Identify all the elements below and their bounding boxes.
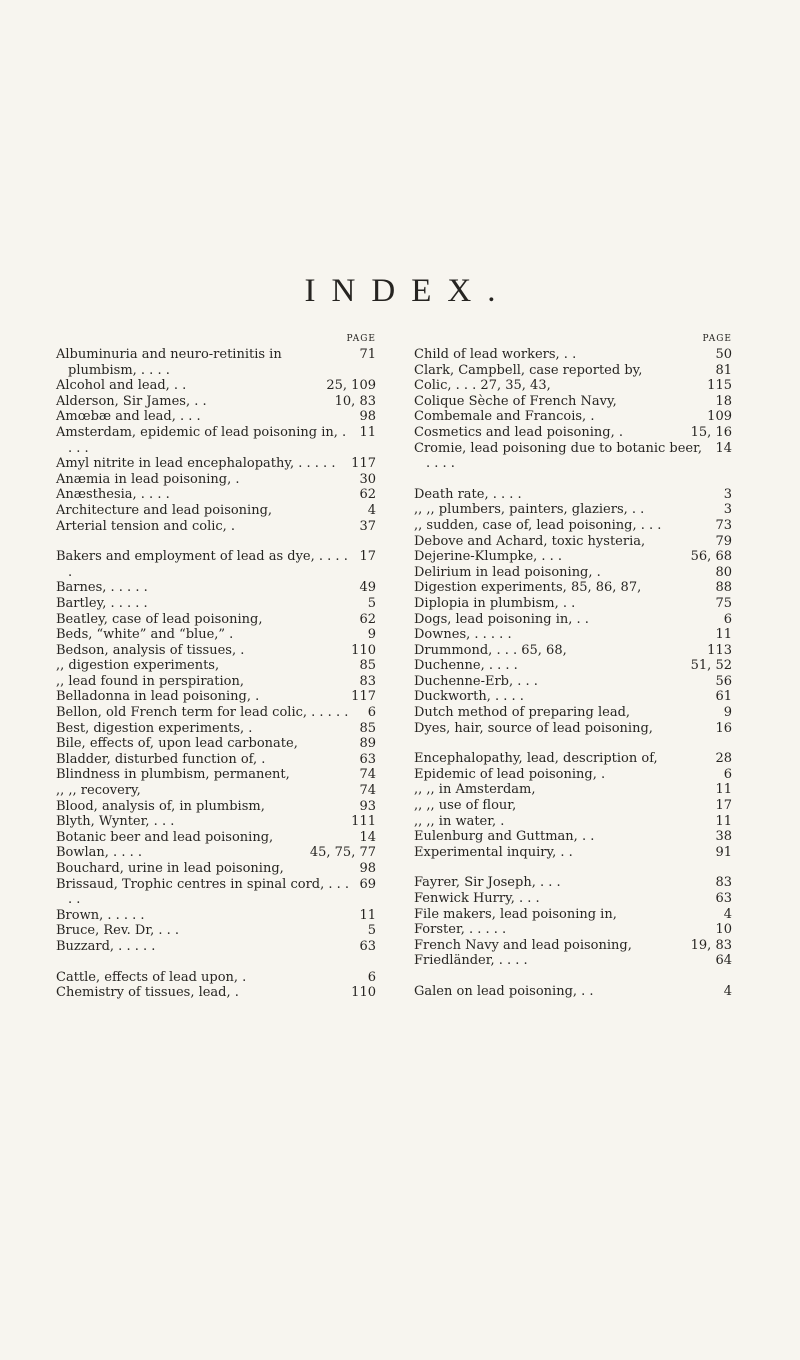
entry-page-number: 83 <box>715 875 732 891</box>
entry-page-number: 111 <box>351 814 376 830</box>
entry-page-number: 14 <box>359 829 376 845</box>
entry-term: Fenwick Hurry, . . . <box>414 891 540 906</box>
entry-page-number: 71 <box>359 347 376 362</box>
entry-page-number: 79 <box>715 533 732 549</box>
entry-page-number: 3 <box>723 486 732 502</box>
left-entry-groups <box>56 347 376 1001</box>
index-entry <box>56 596 376 612</box>
entry-page-number: 25, 109 <box>326 378 376 394</box>
entry-page-number: 6 <box>723 611 732 627</box>
entry-term: Epidemic of lead poisoning, . <box>414 766 606 782</box>
index-entry <box>414 658 732 674</box>
entry-term: Botanic beer and lead poisoning, <box>56 829 274 845</box>
index-entry <box>414 347 732 363</box>
entry-term: Fayrer, Sir Joseph, . . . <box>414 875 561 891</box>
entry-term: Dogs, lead poisoning in, . . <box>414 611 589 627</box>
entry-page-number: 89 <box>359 736 376 752</box>
entry-page-number: 64 <box>715 953 732 969</box>
index-entry <box>56 814 376 830</box>
entry-page-number: 91 <box>715 844 732 860</box>
entry-term: ,, sudden, case of, lead poisoning, . . . <box>414 517 662 533</box>
index-entry <box>56 456 376 472</box>
entry-term: Duckworth, . . . . <box>414 689 524 705</box>
index-entry <box>56 409 376 425</box>
entry-term: Drummond, . . . 65, 68, <box>414 642 567 658</box>
entry-page-number: 51, 52 <box>690 658 732 674</box>
entry-term: Eulenburg and Guttman, . . <box>414 829 595 845</box>
index-letter-group <box>414 487 732 737</box>
entry-term: Bedson, analysis of tissues, . <box>56 642 245 658</box>
index-entry <box>414 534 732 550</box>
index-entry <box>56 861 376 877</box>
page-title: INDEX. <box>304 273 512 309</box>
entry-term: Beds, “white” and “blue,” . <box>56 627 234 643</box>
index-letter-group <box>56 549 376 954</box>
page-column-header: PAGE <box>702 334 732 344</box>
index-column-left <box>56 333 376 1016</box>
entry-term: ,, ,, plumbers, painters, glaziers, . . <box>414 502 645 518</box>
entry-page-number: 15, 16 <box>690 424 732 440</box>
index-entry <box>56 985 376 1001</box>
index-entry <box>56 705 376 721</box>
entry-page-number: 3 <box>723 502 732 518</box>
index-letter-group <box>56 970 376 1001</box>
entry-term: Digestion experiments, 85, 86, 87, <box>414 580 642 596</box>
index-entry <box>414 689 732 705</box>
index-entry <box>414 487 732 503</box>
index-entry <box>56 549 376 580</box>
entry-page-number: 74 <box>359 783 376 799</box>
entry-page-number: 11 <box>359 907 376 923</box>
entry-term: Beatley, case of lead poisoning, <box>56 611 263 627</box>
index-entry <box>414 518 732 534</box>
entry-page-number: 62 <box>359 611 376 627</box>
entry-page-number: 113 <box>707 642 732 658</box>
index-entry <box>56 752 376 768</box>
index-letter-group <box>56 347 376 534</box>
entry-term: Bellon, old French term for lead colic, . . . . . <box>56 705 349 721</box>
entry-term: Dyes, hair, source of lead poisoning, <box>414 720 653 736</box>
index-entry <box>414 612 732 628</box>
index-entry <box>56 830 376 846</box>
index-entry <box>414 596 732 612</box>
entry-term: Amœbæ and lead, . . . <box>56 409 201 425</box>
entry-term: ,, ,, in Amsterdam, <box>414 782 536 798</box>
index-entry <box>414 441 732 472</box>
index-column-right <box>414 333 732 1015</box>
entry-page-number: 17 <box>715 798 732 814</box>
entry-page-number: 37 <box>359 518 376 534</box>
index-entry <box>414 674 732 690</box>
index-entry <box>56 783 376 799</box>
index-entry <box>56 674 376 690</box>
entry-term: Bruce, Rev. Dr, . . . <box>56 923 180 939</box>
entry-page-number: 14 <box>715 440 732 456</box>
index-entry <box>414 363 732 379</box>
index-entry <box>56 923 376 939</box>
index-entry <box>56 612 376 628</box>
entry-page-number: 9 <box>723 705 732 721</box>
entry-page-number: 4 <box>723 906 732 922</box>
index-entry <box>56 767 376 783</box>
index-entry <box>414 938 732 954</box>
index-entry <box>414 425 732 441</box>
entry-page-number: 18 <box>715 393 732 409</box>
index-entry <box>56 503 376 519</box>
index-entry <box>414 643 732 659</box>
entry-page-number: 117 <box>351 689 376 705</box>
index-entry <box>414 829 732 845</box>
index-entry <box>56 799 376 815</box>
entry-term: Encephalopathy, lead, description of, <box>414 751 658 767</box>
entry-page-number: 49 <box>359 580 376 596</box>
index-entry <box>56 939 376 955</box>
entry-term: Blyth, Wynter, . . . <box>56 814 175 830</box>
index-entry <box>414 891 732 907</box>
entry-page-number: 93 <box>359 798 376 814</box>
index-entry <box>414 549 732 565</box>
entry-term: Galen on lead poisoning, . . <box>414 983 594 999</box>
entry-term: Friedländer, . . . . <box>414 953 528 969</box>
entry-page-number: 4 <box>723 983 732 999</box>
entry-term: ,, digestion experiments, <box>56 658 220 674</box>
entry-page-number: 5 <box>367 595 376 611</box>
entry-term: ,, ,, recovery, <box>56 783 141 799</box>
index-entry <box>56 394 376 410</box>
index-entry <box>56 643 376 659</box>
entry-term: Dutch method of preparing lead, <box>414 705 631 721</box>
entry-term: Chemistry of tissues, lead, . <box>56 985 239 1001</box>
entry-page-number: 110 <box>351 642 376 658</box>
index-entry <box>414 767 732 783</box>
entry-page-number: 88 <box>715 580 732 596</box>
entry-term: Duchenne-Erb, . . . <box>414 673 538 689</box>
entry-term: Bartley, . . . . . <box>56 595 148 611</box>
entry-page-number: 117 <box>351 456 376 472</box>
entry-page-number: 50 <box>715 347 732 362</box>
entry-term: Cosmetics and lead poisoning, . <box>414 424 623 440</box>
index-entry <box>414 907 732 923</box>
entry-page-number: 9 <box>367 627 376 643</box>
entry-term: Duchenne, . . . . <box>414 658 518 674</box>
entry-page-number: 63 <box>359 938 376 954</box>
index-entry <box>414 565 732 581</box>
entry-page-number: 98 <box>359 861 376 876</box>
entry-term: Best, digestion experiments, . <box>56 720 253 736</box>
index-entry <box>56 627 376 643</box>
index-entry <box>56 721 376 737</box>
index-entry <box>414 845 732 861</box>
entry-term: Child of lead workers, . . <box>414 347 577 362</box>
index-entry <box>414 751 732 767</box>
index-entry <box>414 814 732 830</box>
entry-term: Delirium in lead poisoning, . <box>414 564 601 580</box>
entry-page-number: 74 <box>359 767 376 783</box>
index-letter-group <box>414 984 732 1000</box>
entry-page-number: 30 <box>359 471 376 487</box>
index-entry <box>414 984 732 1000</box>
entry-page-number: 69 <box>359 876 376 892</box>
entry-page-number: 80 <box>715 564 732 580</box>
index-entry <box>414 875 732 891</box>
index-entry <box>414 627 732 643</box>
entry-page-number: 73 <box>715 517 732 533</box>
entry-term: Brown, . . . . . <box>56 907 145 923</box>
index-entry <box>56 845 376 861</box>
index-entry <box>56 425 376 456</box>
entry-term: Bladder, disturbed function of, . <box>56 751 266 767</box>
entry-page-number: 115 <box>707 378 732 394</box>
entry-term: Belladonna in lead poisoning, . <box>56 689 260 705</box>
entry-page-number: 110 <box>351 985 376 1001</box>
entry-page-number: 19, 83 <box>690 937 732 953</box>
index-entry <box>414 394 732 410</box>
entry-page-number: 83 <box>359 673 376 689</box>
entry-term: Colic, . . . 27, 35, 43, <box>414 378 551 394</box>
index-entry <box>56 580 376 596</box>
entry-term: Downes, . . . . . <box>414 627 512 643</box>
entry-page-number: 56, 68 <box>690 549 732 565</box>
entry-page-number: 56 <box>715 673 732 689</box>
entry-term: Alderson, Sir James, . . <box>56 393 207 409</box>
entry-term: File makers, lead poisoning in, <box>414 906 617 922</box>
entry-term: Anæmia in lead poisoning, . <box>56 471 240 487</box>
entry-term: Bile, effects of, upon lead carbonate, <box>56 736 298 752</box>
entry-term: French Navy and lead poisoning, <box>414 937 632 953</box>
entry-page-number: 5 <box>367 923 376 939</box>
entry-term: Cattle, effects of lead upon, . <box>56 969 247 985</box>
entry-page-number: 45, 75, 77 <box>309 845 376 861</box>
index-entry <box>56 378 376 394</box>
index-entry <box>56 487 376 503</box>
index-entry <box>414 502 732 518</box>
entry-page-number: 10, 83 <box>334 393 376 409</box>
entry-term: ,, ,, use of flour, <box>414 798 517 814</box>
entry-term: Buzzard, . . . . . <box>56 938 156 954</box>
right-entry-groups <box>414 347 732 1000</box>
index-entry <box>56 519 376 535</box>
entry-page-number: 6 <box>723 766 732 782</box>
index-letter-group <box>414 875 732 969</box>
entry-page-number: 38 <box>715 829 732 845</box>
entry-page-number: 11 <box>715 782 732 798</box>
index-entry <box>414 409 732 425</box>
entry-term: Bakers and employment of lead as dye, . . . . . <box>56 549 348 580</box>
entry-term: Cromie, lead poisoning due to botanic beer, . . . . <box>414 440 703 472</box>
index-entry <box>414 721 732 737</box>
index-entry <box>56 736 376 752</box>
entry-term: Bowlan, . . . . <box>56 845 142 861</box>
index-letter-group <box>414 347 732 472</box>
entry-page-number: 11 <box>715 813 732 829</box>
index-entry <box>414 798 732 814</box>
entry-term: ,, ,, in water, . <box>414 813 505 829</box>
index-entry <box>414 953 732 969</box>
entry-page-number: 85 <box>359 658 376 674</box>
entry-term: Death rate, . . . . <box>414 486 522 502</box>
index-entry <box>414 705 732 721</box>
entry-term: Clark, Campbell, case reported by, <box>414 362 643 378</box>
entry-term: Debove and Achard, toxic hysteria, <box>414 533 646 549</box>
index-entry <box>414 922 732 938</box>
index-entry <box>414 580 732 596</box>
entry-page-number: 109 <box>707 409 732 425</box>
entry-page-number: 6 <box>367 705 376 721</box>
entry-term: Amsterdam, epidemic of lead poisoning in, . . . . <box>56 424 347 456</box>
entry-page-number: 17 <box>359 549 376 565</box>
entry-page-number: 10 <box>715 922 732 938</box>
entry-term: Architecture and lead poisoning, <box>56 502 273 518</box>
entry-term: Bouchard, urine in lead poisoning, <box>56 861 284 876</box>
entry-page-number: 85 <box>359 720 376 736</box>
index-entry <box>56 877 376 908</box>
entry-term: Albuminuria and neuro-retinitis in plumbism, . . . . <box>56 347 282 378</box>
index-entry <box>56 347 376 378</box>
entry-term: Blood, analysis of, in plumbism, <box>56 798 265 814</box>
entry-page-number: 11 <box>359 424 376 440</box>
entry-term: Blindness in plumbism, permanent, <box>56 767 290 783</box>
page-column-header: PAGE <box>346 334 376 344</box>
entry-term: Combemale and Francois, . <box>414 409 595 425</box>
entry-term: Experimental inquiry, . . <box>414 844 573 860</box>
index-entry <box>56 472 376 488</box>
entry-page-number: 62 <box>359 487 376 503</box>
entry-page-number: 16 <box>715 720 732 736</box>
entry-page-number: 75 <box>715 595 732 611</box>
entry-term: Anæsthesia, . . . . <box>56 487 170 503</box>
entry-term: Barnes, . . . . . <box>56 580 148 596</box>
entry-page-number: 11 <box>715 627 732 643</box>
entry-page-number: 28 <box>715 751 732 767</box>
entry-term: ,, lead found in perspiration, <box>56 673 245 689</box>
entry-page-number: 63 <box>715 891 732 906</box>
entry-term: Colique Sèche of French Navy, <box>414 393 617 409</box>
entry-page-number: 63 <box>359 751 376 767</box>
index-entry <box>56 658 376 674</box>
index-entry <box>56 908 376 924</box>
index-entry <box>56 970 376 986</box>
index-entry <box>414 378 732 394</box>
entry-page-number: 6 <box>367 969 376 985</box>
entry-page-number: 61 <box>715 689 732 705</box>
entry-term: Forster, . . . . . <box>414 922 507 938</box>
entry-term: Brissaud, Trophic centres in spinal cord, . . . . . <box>56 876 350 908</box>
entry-term: Arterial tension and colic, . <box>56 518 236 534</box>
index-letter-group <box>414 751 732 860</box>
entry-page-number: 4 <box>367 502 376 518</box>
entry-term: Alcohol and lead, . . <box>56 378 187 394</box>
entry-term: Dejerine-Klumpke, . . . <box>414 549 563 565</box>
entry-term: Amyl nitrite in lead encephalopathy, . . . . . <box>56 456 336 472</box>
entry-term: Diplopia in plumbism, . . <box>414 595 576 611</box>
entry-page-number: 81 <box>715 362 732 378</box>
index-entry <box>56 689 376 705</box>
index-entry <box>414 782 732 798</box>
entry-page-number: 98 <box>359 409 376 425</box>
